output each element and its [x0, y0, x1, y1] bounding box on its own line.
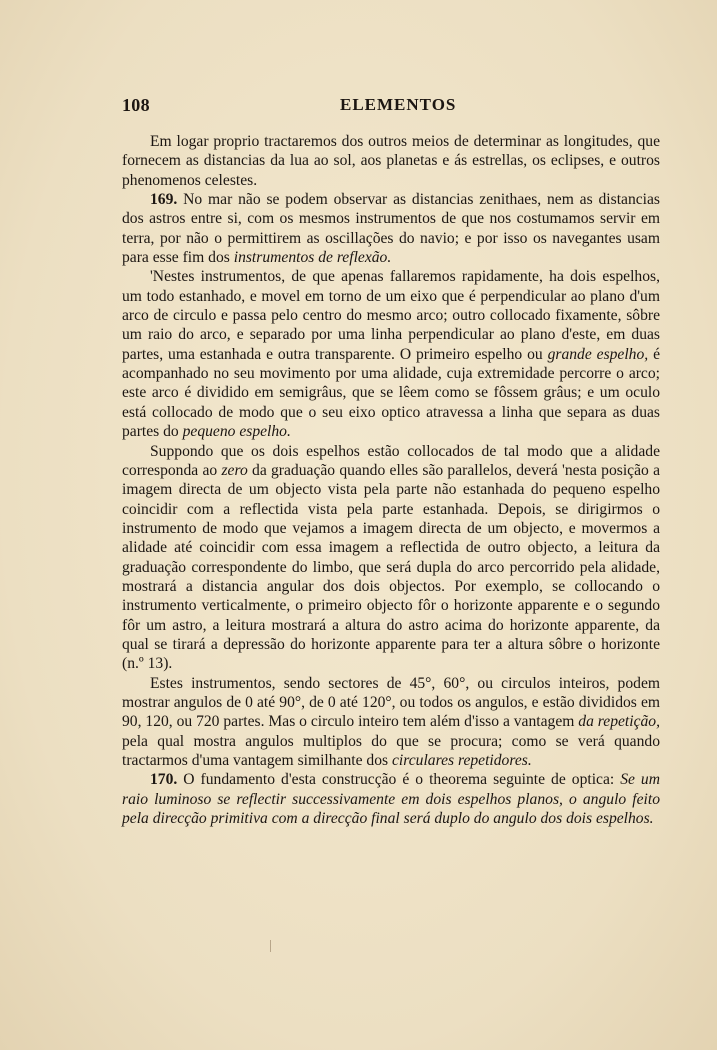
paragraph-170	[122, 770, 660, 828]
paragraph-text: O fundamento d'esta construcção é o theorema seguinte de optica:	[177, 771, 621, 789]
italic-theorem: Se um raio luminoso se reflectir successivamente em dois espelhos planos, o angulo feito pela direcção primitiva com a direcção final será duplo do angulo dos dois espelhos.	[122, 771, 660, 828]
paragraph-text: é acompanhado no seu movimento por uma alidade, cuja extremidade percorre o arco; este arco é dividido em semigrâus, que se lêem como se fôssem grâus; e um oculo está collocado de modo que o seu eixo optico atravessa a linha que separa as duas partes do	[122, 345, 660, 441]
paragraph-169	[122, 190, 660, 267]
page-header	[122, 95, 660, 117]
paragraph-text: No mar não se podem observar as distancias zenithaes, nem as distancias dos astros entre si, com os mesmos instrumentos de que nos costumamos servir em terra, por não o permittirem as oscillações do navio; e por isso os navegantes usam para esse fim dos	[122, 191, 660, 267]
italic-term: pequeno espelho.	[182, 423, 291, 441]
paragraph-text: Em logar proprio tractaremos dos outros meios de determinar as longitudes, que fornecem as distancias da lua ao sol, aos planetas e ás estrellas, os eclipses, e outros phenomenos celestes.	[122, 133, 660, 189]
italic-term: circulares repetidores.	[392, 752, 532, 769]
italic-term: grande espelho,	[547, 345, 649, 363]
paper-mark	[270, 940, 271, 952]
paragraph-text: da graduação quando elles são parallelos, deverá 'nesta posição a imagem directa de um objecto vista pela parte não estanhada do pequeno espelho coincidir com a reflectida vista pela parte estanhada. Depois, se dirigirmos o instrumento de modo que vejamos a imagem directa de um objecto, e movermos a alidade até coincidir com essa imagem a reflectida de outro objecto, a leitura da graduação correspondente do limbo, que será dupla do arco percorrido pela alidade, mostrará a distancia angular dos dois objectos. Por exemplo, se collocando o instrumento verticalmente, o primeiro objecto fôr o horizonte apparente e o segundo fôr um astro, a leitura mostrará a altura do astro acima do horizonte apparente, da qual se tirará a depressão do horizonte apparente para ter a altura sôbre o horizonte (n.º 13).	[122, 461, 660, 673]
paragraph-longitudes	[122, 132, 660, 190]
italic-term: instrumentos de reflexão.	[233, 249, 392, 267]
paragraph-sectores	[122, 674, 660, 771]
paragraph-text: pela qual mostra angulos multiplos do que se procura; como se verá quando tractarmos d'uma vantagem similhante dos	[122, 732, 660, 769]
paragraph-text: Estes instrumentos, sendo sectores de 45°, 60°, ou circulos inteiros, podem mostrar angulos de 0 até 90°, de 0 até 120°, ou todos os angulos, e estão divididos em 90, 120, ou 720 partes. Mas o circulo inteiro tem além d'isso a vantagem	[122, 674, 660, 731]
section-number-169: 169.	[150, 191, 178, 209]
page-body	[122, 132, 660, 828]
section-number-170: 170.	[150, 771, 178, 789]
italic-term: zero	[221, 461, 248, 479]
running-title: ELEMENTOS	[340, 95, 457, 114]
paragraph-suppondo	[122, 442, 660, 674]
page-number: 108	[122, 95, 150, 115]
paragraph-instruments	[122, 267, 660, 441]
italic-term: da repetição,	[578, 713, 661, 731]
paragraph-text: Suppondo que os dois espelhos estão collocados de tal modo que a alidade corresponda ao	[122, 442, 660, 479]
paragraph-text: 'Nestes instrumentos, de que apenas fallaremos rapidamente, ha dois espelhos, um todo estanhado, e movel em torno de um eixo que é perpendicular ao plano d'um arco de circulo e passa pelo centro do mesmo arco; outro collocado fixamente, sôbre um raio do arco, e separado por uma linha perpendicular ao plano d'este, em duas partes, uma estanhada e outra transparente. O primeiro espelho ou	[122, 268, 660, 363]
